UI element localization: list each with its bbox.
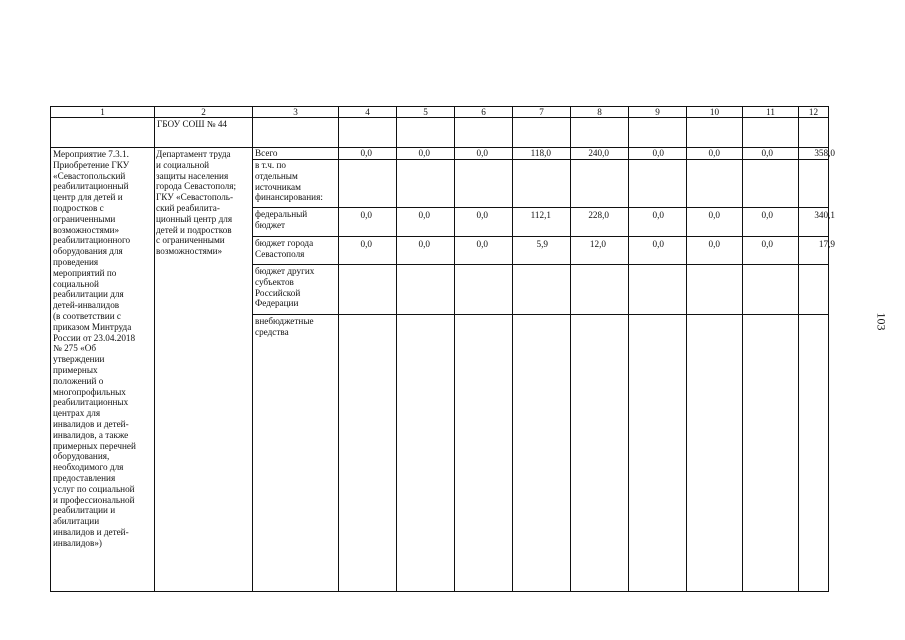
federal-value-col5: 0,0 (418, 210, 430, 220)
city-value-col7: 5,9 (536, 239, 548, 249)
header-col-8: 8 (597, 107, 602, 117)
funding-label-total: Всего (255, 148, 278, 158)
federal-value-col9: 0,0 (652, 210, 664, 220)
city-value-col9: 0,0 (652, 239, 664, 249)
federal-value-col7: 112,1 (530, 210, 551, 220)
federal-value-col11: 0,0 (761, 210, 773, 220)
funding-label-city: бюджет города Севастополя (255, 238, 314, 259)
city-value-col8: 12,0 (589, 239, 606, 249)
city-value-col6: 0,0 (476, 239, 488, 249)
federal-value-col8: 228,0 (588, 210, 609, 220)
page-number: 103 (874, 312, 889, 331)
total-value-col7: 118,0 (530, 148, 551, 158)
federal-value-col10: 0,0 (708, 210, 720, 220)
total-value-col5: 0,0 (418, 148, 430, 158)
total-value-col6: 0,0 (476, 148, 488, 158)
header-col-7: 7 (539, 107, 544, 117)
funding-label-other-regions: бюджет других субъектов Российской Федерации (255, 266, 315, 309)
header-col-11: 11 (766, 107, 775, 117)
funding-label-by-source: в т.ч. по отдельным источникам финансирования: (255, 160, 323, 203)
total-value-col10: 0,0 (708, 148, 720, 158)
total-value-col11: 0,0 (761, 148, 773, 158)
federal-value-col6: 0,0 (476, 210, 488, 220)
city-value-col12: 17,9 (818, 239, 835, 249)
funding-label-federal: федеральный бюджет (255, 209, 308, 230)
header-col-1: 1 (100, 107, 105, 117)
header-col-4: 4 (365, 107, 370, 117)
funding-label-extrabudgetary: внебюджетные средства (255, 316, 314, 337)
federal-value-col4: 0,0 (360, 210, 372, 220)
header-col-6: 6 (481, 107, 486, 117)
header-col-12: 12 (808, 107, 819, 117)
activity-description: Мероприятие 7.3.1. Приобретение ГКУ «Севастопольский реабилитационный центр для детей и подростков с ограниченными возможностями» реабилитационного оборудования для проведения мероприятий по социальной реабилитации для детей-инвалидов (в соответствии с приказом Минтруда России от 23.04.2018 № 275 «Об утверждении примерных положений о многопрофильных реабилитационных центрах для инвалидов и детей- инвалидов, а также примерных перечней оборудования, необходимого для предоставления услуг по социальной и профессиональной реабилитации и абилитации инвалидов и детей- инвалидов») (53, 149, 136, 548)
total-value-col9: 0,0 (652, 148, 664, 158)
city-value-col5: 0,0 (418, 239, 430, 249)
header-col-5: 5 (423, 107, 428, 117)
header-col-9: 9 (655, 107, 660, 117)
header-col-2: 2 (201, 107, 206, 117)
header-col-10: 10 (709, 107, 720, 117)
activity-executor: Департамент труда и социальной защиты населения города Севастополя; ГКУ «Севастополь- ский реабилита- ционный центр для детей и подростков с ограниченными возможностями» (156, 149, 237, 257)
header-col-3: 3 (293, 107, 298, 117)
subheader-organization: ГБОУ СОШ № 44 (157, 119, 228, 129)
total-value-col4: 0,0 (360, 148, 372, 158)
city-value-col10: 0,0 (708, 239, 720, 249)
city-value-col4: 0,0 (360, 239, 372, 249)
total-value-col12: 358,0 (814, 148, 835, 158)
city-value-col11: 0,0 (761, 239, 773, 249)
federal-value-col12: 340,1 (814, 210, 835, 220)
total-value-col8: 240,0 (588, 148, 609, 158)
